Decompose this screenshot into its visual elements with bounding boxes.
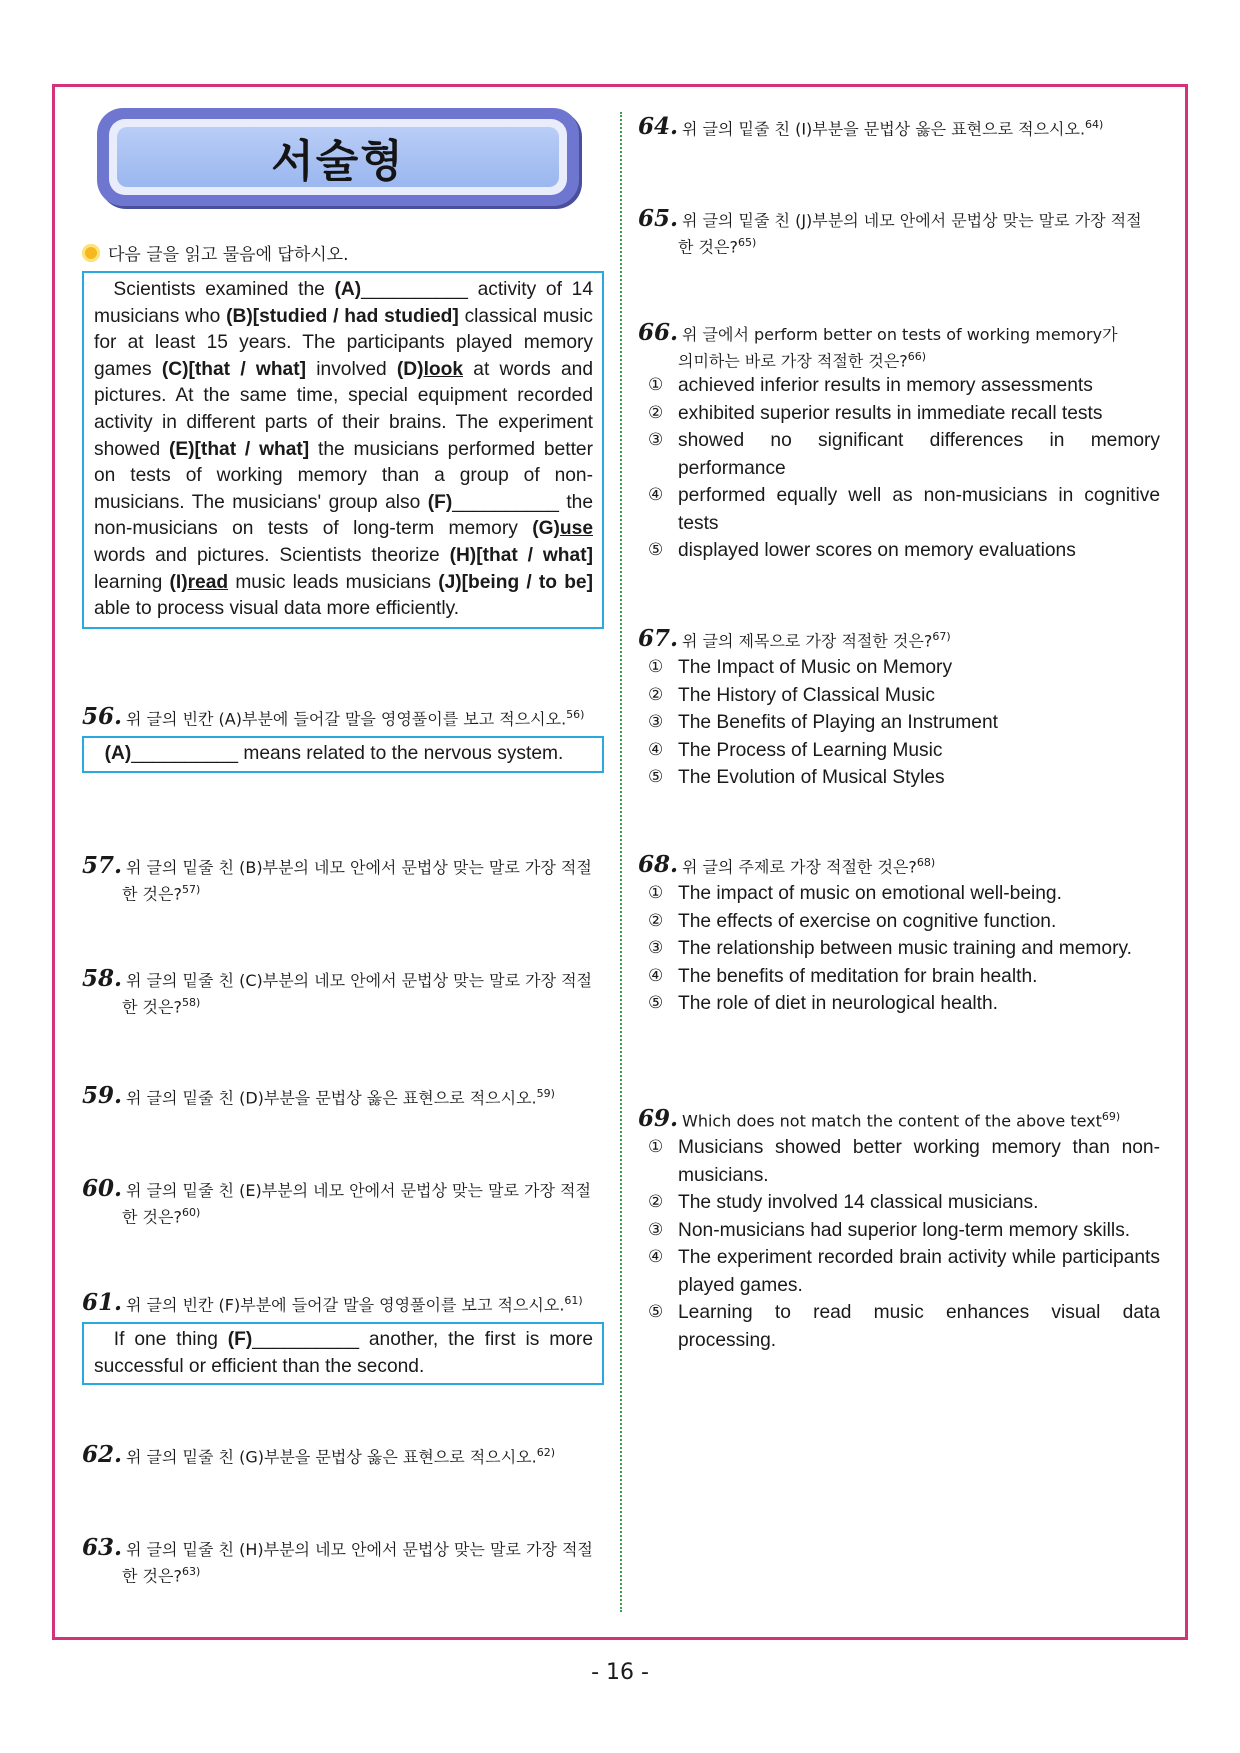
question-text: 위 글의 밑줄 친 (D)부분을 문법상 옳은 표현으로 적으시오. bbox=[126, 1088, 537, 1108]
question-text: 위 글의 밑줄 친 (I)부분을 문법상 옳은 표현으로 적으시오. bbox=[682, 119, 1086, 139]
question-number: 68. bbox=[638, 851, 679, 879]
option-item[interactable] bbox=[648, 537, 1160, 565]
option-item[interactable] bbox=[648, 427, 1160, 482]
option-item[interactable] bbox=[648, 1299, 1160, 1354]
passage-marker: (C)[that / what] bbox=[161, 358, 306, 380]
question-63 bbox=[82, 1534, 593, 1587]
footnote-ref: 60) bbox=[181, 1206, 201, 1219]
question-number: 62. bbox=[82, 1441, 123, 1469]
question-64 bbox=[638, 114, 1103, 140]
option-item[interactable] bbox=[648, 682, 1160, 710]
question-text: 위 글의 밑줄 친 (J)부분의 네모 안에서 문법상 맞는 말로 가장 적절 bbox=[682, 211, 1142, 230]
footnote-ref: 58) bbox=[181, 996, 201, 1009]
option-marker: ① bbox=[648, 1137, 664, 1157]
options-68 bbox=[648, 880, 1160, 1018]
question-text-cont: 한 것은? bbox=[122, 884, 182, 904]
question-text: 위 글에서 perform better on tests of working memory가 bbox=[682, 325, 1118, 344]
page-number: - 16 - bbox=[591, 1660, 649, 1685]
passage-marker: (F) bbox=[427, 491, 453, 513]
option-item[interactable] bbox=[648, 764, 1160, 792]
footnote-ref: 68) bbox=[916, 856, 936, 869]
option-text: The relationship between music training and memory. bbox=[678, 938, 1132, 959]
question-68 bbox=[638, 852, 935, 878]
question-text-cont: 한 것은? bbox=[122, 1566, 182, 1586]
option-text: exhibited superior results in immediate recall tests bbox=[678, 402, 1103, 424]
section-title-badge bbox=[97, 108, 579, 206]
option-marker: ⑤ bbox=[648, 1302, 664, 1322]
question-text: 위 글의 빈칸 (A)부분에 들어갈 말을 영영풀이를 보고 적으시오. bbox=[126, 709, 567, 729]
option-marker: ① bbox=[648, 657, 664, 677]
option-marker: ④ bbox=[648, 485, 664, 505]
passage-text: __________ activity of 14 musicians who bbox=[94, 279, 593, 327]
option-item[interactable] bbox=[648, 880, 1160, 908]
footnote-ref: 61) bbox=[564, 1294, 583, 1307]
option-item[interactable] bbox=[648, 1189, 1160, 1217]
question-text: 위 글의 빈칸 (F)부분에 들어갈 말을 영영풀이를 보고 적으시오. bbox=[126, 1295, 565, 1315]
option-item[interactable] bbox=[648, 1134, 1160, 1189]
option-marker: ⑤ bbox=[648, 767, 664, 787]
option-text: The study involved 14 classical musicians. bbox=[678, 1192, 1039, 1213]
option-item[interactable] bbox=[648, 963, 1160, 991]
option-item[interactable] bbox=[648, 372, 1160, 400]
question-62 bbox=[82, 1442, 555, 1468]
question-text: 위 글의 밑줄 친 (B)부분의 네모 안에서 문법상 맞는 말로 가장 적절 bbox=[126, 858, 592, 877]
option-marker: ⑤ bbox=[648, 993, 664, 1013]
option-text: The Benefits of Playing an Instrument bbox=[678, 712, 998, 733]
option-text: Musicians showed better working memory than non-musicians. bbox=[678, 1137, 1160, 1186]
option-marker: ① bbox=[648, 375, 664, 395]
option-marker: ⑤ bbox=[648, 540, 664, 560]
question-65 bbox=[638, 205, 1142, 258]
question-69 bbox=[638, 1106, 1120, 1132]
option-text: Learning to read music enhances visual data processing. bbox=[678, 1302, 1160, 1351]
question-number: 59. bbox=[82, 1082, 123, 1110]
passage-marker: use bbox=[559, 518, 593, 540]
question-continuation bbox=[82, 1202, 591, 1228]
badge-core bbox=[117, 127, 559, 187]
footnote-ref: 65) bbox=[737, 236, 757, 249]
footnote-ref: 59) bbox=[536, 1087, 555, 1100]
footnote-ref: 64) bbox=[1085, 118, 1104, 131]
passage-text: __________ the non-musicians on tests of long-term memory bbox=[94, 491, 594, 540]
passage-text: learning bbox=[94, 571, 170, 593]
option-text: The History of Classical Music bbox=[678, 684, 935, 706]
question-continuation bbox=[82, 992, 592, 1018]
option-marker: ② bbox=[648, 402, 664, 423]
passage-text: classical music for at least 15 years. The participants played memory games bbox=[94, 305, 593, 380]
definition-box-56 bbox=[82, 736, 604, 773]
question-66 bbox=[638, 319, 1118, 372]
footnote-ref: 63) bbox=[181, 1565, 201, 1578]
question-text: 위 글의 밑줄 친 (H)부분의 네모 안에서 문법상 맞는 말로 가장 적절 bbox=[126, 1540, 593, 1559]
passage-marker: (D) bbox=[396, 358, 424, 380]
passage-marker: (J)[being / to be] bbox=[438, 571, 593, 593]
option-item[interactable] bbox=[648, 990, 1160, 1018]
option-item[interactable] bbox=[648, 1244, 1160, 1299]
option-marker: ③ bbox=[648, 1219, 664, 1240]
option-marker: ③ bbox=[648, 430, 664, 450]
option-text: The benefits of meditation for brain health. bbox=[678, 965, 1038, 987]
question-60 bbox=[82, 1175, 591, 1228]
question-continuation bbox=[82, 1561, 593, 1587]
options-69 bbox=[648, 1134, 1160, 1354]
passage-text: words and pictures. Scientists theorize bbox=[94, 544, 450, 566]
question-text: 위 글의 밑줄 친 (E)부분의 네모 안에서 문법상 맞는 말로 가장 적절 bbox=[126, 1181, 591, 1200]
option-marker: ③ bbox=[648, 712, 664, 732]
question-text-cont: 의미하는 바로 가장 적절한 것은? bbox=[678, 351, 908, 371]
option-marker: ③ bbox=[648, 938, 664, 958]
footnote-ref: 67) bbox=[932, 630, 951, 643]
options-66 bbox=[648, 372, 1160, 565]
definition-box-61 bbox=[82, 1322, 604, 1385]
question-text: Which does not match the content of the above text bbox=[682, 1111, 1102, 1131]
footnote-ref: 66) bbox=[907, 350, 927, 363]
passage-marker: (H)[that / what] bbox=[449, 544, 593, 566]
question-61 bbox=[82, 1290, 583, 1316]
reading-passage bbox=[82, 271, 604, 629]
question-text-cont: 한 것은? bbox=[678, 237, 738, 257]
footnote-ref: 62) bbox=[536, 1446, 556, 1459]
passage-text: at words and pictures. At the same time, special equipment recorded activity in different parts of their brains. The experiment showed bbox=[94, 358, 593, 460]
definition-text: __________ another, the first is more successful or efficient than the second. bbox=[94, 1329, 593, 1377]
question-text-cont: 한 것은? bbox=[122, 997, 182, 1017]
question-56 bbox=[82, 704, 584, 730]
passage-text: Scientists examined the bbox=[113, 279, 335, 300]
question-continuation bbox=[82, 879, 592, 905]
option-item[interactable] bbox=[648, 482, 1160, 537]
passage-marker: (I) bbox=[169, 571, 188, 593]
option-marker: ④ bbox=[648, 965, 664, 986]
question-text: 위 글의 제목으로 가장 적절한 것은? bbox=[682, 631, 933, 651]
option-text: The Evolution of Musical Styles bbox=[678, 767, 945, 788]
footnote-ref: 57) bbox=[181, 883, 201, 896]
question-number: 67. bbox=[638, 625, 679, 653]
option-text: The role of diet in neurological health. bbox=[678, 993, 998, 1014]
question-number: 58. bbox=[82, 965, 123, 992]
option-item[interactable] bbox=[648, 935, 1160, 963]
passage-text: the musicians performed better on tests of working memory than a group of non-musicians. The musicians' group also bbox=[94, 438, 593, 513]
option-text: The effects of exercise on cognitive function. bbox=[678, 910, 1057, 932]
passage-text: music leads musicians bbox=[228, 571, 439, 593]
question-67 bbox=[638, 626, 951, 652]
passage-marker: read bbox=[187, 571, 229, 593]
option-marker: ① bbox=[648, 883, 664, 903]
passage-marker: (E)[that / what] bbox=[168, 438, 310, 460]
option-text: displayed lower scores on memory evaluations bbox=[678, 540, 1076, 561]
passage-marker: (B)[studied / had studied] bbox=[226, 305, 459, 327]
passage-marker: (A) bbox=[334, 279, 362, 300]
option-item[interactable] bbox=[648, 737, 1160, 765]
footnote-ref: 69) bbox=[1101, 1110, 1121, 1123]
question-text: 위 글의 주제로 가장 적절한 것은? bbox=[682, 857, 917, 877]
option-marker: ② bbox=[648, 684, 664, 705]
passage-text: involved bbox=[306, 358, 397, 380]
question-continuation bbox=[638, 346, 1118, 372]
badge-inner bbox=[109, 119, 567, 195]
question-number: 69. bbox=[638, 1105, 679, 1133]
option-marker: ④ bbox=[648, 739, 664, 760]
option-marker: ④ bbox=[648, 1247, 664, 1267]
blank-label: (F) bbox=[227, 1329, 253, 1350]
options-67 bbox=[648, 654, 1160, 792]
option-marker: ② bbox=[648, 910, 664, 931]
option-item[interactable] bbox=[648, 908, 1160, 936]
question-number: 60. bbox=[82, 1175, 123, 1202]
option-item[interactable] bbox=[648, 654, 1160, 682]
question-text: 위 글의 밑줄 친 (G)부분을 문법상 옳은 표현으로 적으시오. bbox=[126, 1447, 537, 1467]
passage-marker: (G) bbox=[532, 518, 560, 540]
option-item[interactable] bbox=[648, 400, 1160, 428]
passage-marker: look bbox=[423, 358, 464, 380]
question-number: 61. bbox=[82, 1289, 123, 1317]
instruction-text: 다음 글을 읽고 물음에 답하시오. bbox=[108, 245, 349, 265]
definition-text: __________ means related to the nervous system. bbox=[131, 743, 564, 764]
question-continuation bbox=[638, 232, 1142, 258]
question-59 bbox=[82, 1083, 555, 1109]
section-title: 서술형 bbox=[271, 136, 405, 187]
option-item[interactable] bbox=[648, 1217, 1160, 1245]
question-57 bbox=[82, 852, 592, 905]
question-number: 65. bbox=[638, 205, 679, 232]
option-text: showed no significant differences in memory performance bbox=[678, 430, 1160, 479]
option-text: Non-musicians had superior long-term memory skills. bbox=[678, 1219, 1131, 1241]
blank-label: (A) bbox=[104, 743, 132, 764]
instruction bbox=[82, 240, 349, 265]
question-number: 64. bbox=[638, 113, 679, 141]
question-text: 위 글의 밑줄 친 (C)부분의 네모 안에서 문법상 맞는 말로 가장 적절 bbox=[126, 971, 593, 990]
footnote-ref: 56) bbox=[566, 708, 585, 721]
option-item[interactable] bbox=[648, 709, 1160, 737]
option-text: achieved inferior results in memory assessments bbox=[678, 375, 1093, 396]
question-number: 66. bbox=[638, 319, 679, 346]
option-text: The Impact of Music on Memory bbox=[678, 657, 953, 678]
option-text: performed equally well as non-musicians in cognitive tests bbox=[678, 485, 1160, 534]
option-text: The Process of Learning Music bbox=[678, 739, 943, 761]
flower-icon bbox=[82, 244, 100, 262]
option-marker: ② bbox=[648, 1192, 664, 1212]
question-number: 57. bbox=[82, 852, 123, 879]
question-number: 63. bbox=[82, 1534, 123, 1561]
passage-text: able to process visual data more efficiently. bbox=[94, 598, 460, 620]
question-58 bbox=[82, 965, 593, 1018]
definition-pre: If one thing bbox=[113, 1329, 228, 1350]
question-number: 56. bbox=[82, 703, 123, 731]
option-text: The impact of music on emotional well-being. bbox=[678, 883, 1062, 904]
option-text: The experiment recorded brain activity while participants played games. bbox=[678, 1247, 1160, 1296]
column-divider bbox=[620, 112, 622, 1612]
question-text-cont: 한 것은? bbox=[122, 1207, 182, 1227]
